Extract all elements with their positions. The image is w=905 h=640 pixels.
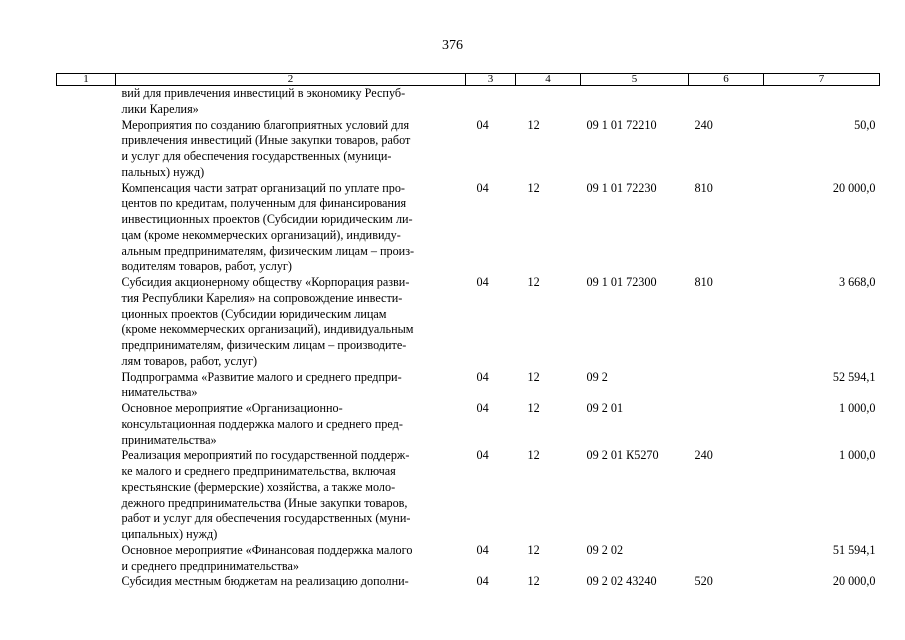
expense-type-cell: 810 <box>694 275 713 289</box>
expense-type-cell <box>689 370 764 402</box>
section-code-cell: 04 <box>476 369 489 384</box>
target-article-cell: 09 2 01 <box>586 401 624 415</box>
item-name-line: Основное мероприятие «Финансовая поддержка малого <box>121 542 413 557</box>
subsection-code-cell: 12 <box>527 117 540 132</box>
item-name-line: привлечения инвестиций (Иные закупки товаров, работ <box>121 133 411 148</box>
expense-type-cell <box>689 543 764 575</box>
item-name-line: Мероприятия по созданию благоприятных условий для <box>121 117 410 132</box>
target-article-cell <box>581 86 689 118</box>
table-row <box>57 401 880 448</box>
table-row <box>57 448 880 543</box>
item-name-line: дежного предпринимательства (Иные закупки товаров, <box>121 495 408 510</box>
subsection-code-cell: 12 <box>527 448 540 463</box>
subsection-code-cell: 12 <box>527 401 540 415</box>
item-name-line: предпринимателям, физическим лицам – производите- <box>121 338 407 352</box>
table-row <box>57 370 880 402</box>
row-number-cell <box>57 86 116 118</box>
item-name-line: ципальных) нужд) <box>121 527 218 541</box>
row-number-cell <box>57 370 116 402</box>
page-number: 376 <box>442 38 463 53</box>
item-name-line: и среднего предпринимательства» <box>121 558 299 573</box>
item-name-line: принимательства» <box>121 432 217 447</box>
column-header-7: 7 <box>764 74 880 86</box>
item-name-line: Субсидия акционерному обществу «Корпорация разви- <box>121 275 410 289</box>
item-name-line: Реализация мероприятий по государственной поддерж- <box>121 448 410 463</box>
expense-type-cell: 810 <box>694 180 713 195</box>
item-name-line: инвестиционных проектов (Субсидии юридическим ли- <box>121 212 413 226</box>
item-name-line: Основное мероприятие «Организационно- <box>121 401 343 415</box>
amount-cell: 20 000,0 <box>832 574 876 589</box>
section-code-cell: 04 <box>476 117 489 132</box>
section-code-cell: 04 <box>476 180 489 195</box>
amount-cell: 51 594,1 <box>832 542 876 557</box>
row-number-cell <box>57 401 116 448</box>
subsection-code-cell: 12 <box>527 542 540 557</box>
column-header-3: 3 <box>466 74 516 86</box>
amount-cell: 20 000,0 <box>832 180 876 195</box>
item-name-line: Субсидия местным бюджетам на реализацию дополни- <box>121 574 409 589</box>
item-name-line: альным предпринимателям, физическим лицам – произ- <box>121 243 415 258</box>
item-name-line: работ и услуг для обеспечения государственных (муни- <box>121 511 411 526</box>
row-number-cell <box>57 574 116 590</box>
item-name-cell <box>116 543 466 575</box>
target-article-cell: 09 1 01 72230 <box>586 180 657 195</box>
item-name-line: вий для привлечения инвестиций в экономику Респуб- <box>121 86 406 100</box>
subsection-code-cell: 12 <box>527 574 540 589</box>
item-name-cell <box>116 370 466 402</box>
item-name-cell <box>116 181 466 276</box>
target-article-cell: 09 1 01 72210 <box>586 117 657 132</box>
section-code-cell: 04 <box>476 401 489 415</box>
item-name-line: центов по кредитам, полученным для финансирования <box>121 196 407 211</box>
amount-cell: 1 000,0 <box>838 401 876 415</box>
target-article-cell: 09 2 02 <box>586 542 624 557</box>
target-article-cell: 09 2 <box>586 369 608 384</box>
expense-type-cell: 520 <box>694 574 713 589</box>
table-row <box>57 118 880 181</box>
section-code-cell: 04 <box>476 542 489 557</box>
item-name-line: ке малого и среднего предпринимательства, включая <box>121 464 396 478</box>
section-code-cell: 04 <box>476 275 489 289</box>
item-name-line: водителям товаров, работ, услуг) <box>121 259 292 274</box>
row-number-cell <box>57 448 116 543</box>
item-name-line: ционных проектов (Субсидии юридическим лицам <box>121 306 387 321</box>
item-name-line: пальных) нужд) <box>121 164 205 179</box>
amount-cell: 50,0 <box>854 117 876 132</box>
table-row <box>57 86 880 118</box>
item-name-cell <box>116 86 466 118</box>
column-header-4: 4 <box>516 74 581 86</box>
item-name-cell <box>116 401 466 448</box>
item-name-line: цам (кроме некоммерческих организаций), индивиду- <box>121 227 401 242</box>
table-row <box>57 543 880 575</box>
table-row <box>57 275 880 370</box>
column-header-1: 1 <box>57 74 116 86</box>
row-number-cell <box>57 118 116 181</box>
column-number-row <box>57 74 880 86</box>
amount-cell: 52 594,1 <box>832 369 876 384</box>
table-body <box>57 86 880 591</box>
table-row <box>57 574 880 590</box>
row-number-cell <box>57 543 116 575</box>
amount-cell <box>764 86 880 118</box>
item-name-line: консультационная поддержка малого и среднего пред- <box>121 416 403 431</box>
column-header-5: 5 <box>581 74 689 86</box>
row-number-cell <box>57 181 116 276</box>
target-article-cell: 09 2 01 К5270 <box>586 448 659 463</box>
item-name-cell <box>116 574 466 590</box>
expense-type-cell: 240 <box>694 117 713 132</box>
item-name-cell <box>116 275 466 370</box>
expense-type-cell <box>689 401 764 448</box>
item-name-line: Подпрограмма «Развитие малого и среднего предпри- <box>121 369 402 384</box>
budget-table <box>56 73 880 590</box>
item-name-line: нимательства» <box>121 385 198 400</box>
column-header-2: 2 <box>116 74 466 86</box>
subsection-code-cell <box>516 86 581 118</box>
amount-cell: 3 668,0 <box>838 275 876 289</box>
row-number-cell <box>57 275 116 370</box>
subsection-code-cell: 12 <box>527 180 540 195</box>
target-article-cell: 09 1 01 72300 <box>586 275 657 289</box>
amount-cell: 1 000,0 <box>838 448 876 463</box>
subsection-code-cell: 12 <box>527 369 540 384</box>
section-code-cell <box>466 86 516 118</box>
item-name-line: лям товаров, работ, услуг) <box>121 353 258 368</box>
table-row <box>57 181 880 276</box>
column-header-6: 6 <box>689 74 764 86</box>
item-name-line: лики Карелия» <box>121 101 199 116</box>
item-name-cell <box>116 448 466 543</box>
item-name-line: и услуг для обеспечения государственных (муници- <box>121 149 392 163</box>
target-article-cell: 09 2 02 43240 <box>586 574 657 589</box>
expense-type-cell <box>689 86 764 118</box>
expense-type-cell: 240 <box>694 448 713 463</box>
section-code-cell: 04 <box>476 574 489 589</box>
section-code-cell: 04 <box>476 448 489 463</box>
item-name-cell <box>116 118 466 181</box>
item-name-line: тия Республики Карелия» на сопровождение инвести- <box>121 290 403 305</box>
subsection-code-cell: 12 <box>527 275 540 289</box>
item-name-line: крестьянские (фермерские) хозяйства, а также моло- <box>121 479 396 494</box>
item-name-line: (кроме некоммерческих организаций), индивидуальным <box>121 322 414 337</box>
item-name-line: Компенсация части затрат организаций по уплате про- <box>121 180 405 195</box>
